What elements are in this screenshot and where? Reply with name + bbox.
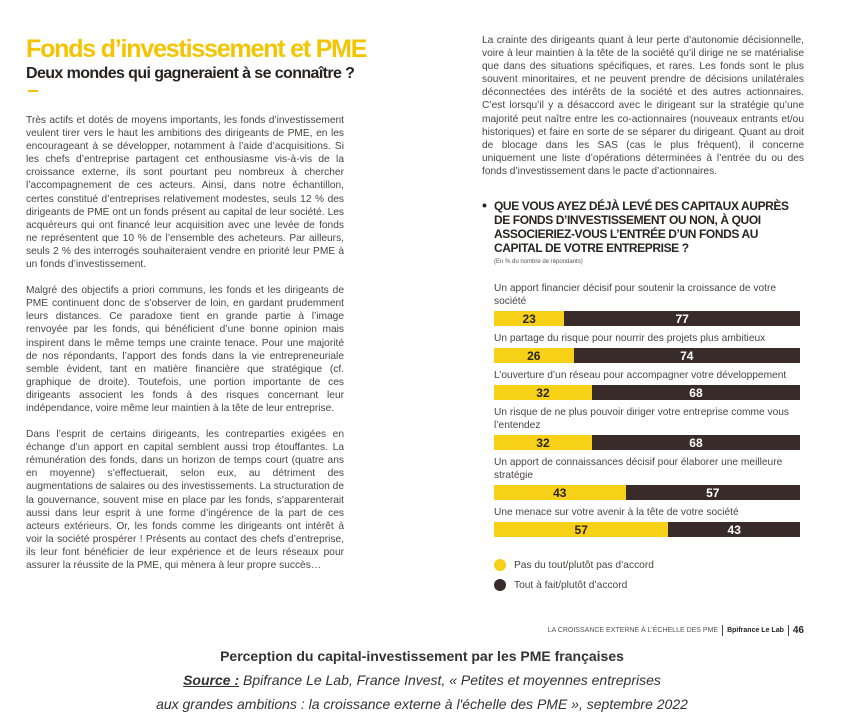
figure-caption [0, 636, 844, 716]
category-label: L’ouverture d’un réseau pour accompagner votre développement [494, 370, 787, 382]
bar-segment-agree [564, 311, 800, 326]
stacked-bar-chart [494, 282, 800, 543]
paragraph: Dans l’esprit de certains dirigeants, les contreparties exigées en échange d’un apport en capital semblent aussi trop étouffantes. La rémunération des fonds, dans un horizon de temps court (quatre ans en moyenne) s’effectuerait, selon eux, au détriment des augmentations de salaires ou des investissements. La structuration de la gouvernance, souvent mise en place par les fonds, s’apparenterait aussi dans leur esprit à une forme d’ingérence de la part de ces acteurs extérieurs. Or, les fonds comme les dirigeants ont intérêt à voir la société prospérer ! Présents au contact des chefs d’entreprise, ils leur font bénéficier de leur expérience et de leurs réseaux pour assurer la réussite de la PME, qui mènera à leur propre succès… [26, 429, 344, 571]
right-column [482, 34, 804, 191]
paragraph: La crainte des dirigeants quant à leur perte d’autonomie décisionnelle, voire à leur maintien à la tête de la société qu’il dirige ne se matérialise que dans des situations spécifiques, et rares. Les fonds sont le plus souvent minoritaires, et ne peuvent prendre de décisions unilatérales déconnectées des intérêts de la société et des autres actionnaires. C’est lorsqu’il y a désaccord avec le dirigeant sur la stratégie qu’une majorité peut naître entre les co-actionnaires (nouveaux entrants et/ou historiques) et faire en sorte de se séparer du dirigeant. Quant au droit de blocage dans les SAS (cas le plus fréquent), il concerne uniquement une liste d’opérations déterminées à l’entrée du ou des fonds d’investissement dans le pacte d’actionnaires. [482, 35, 804, 177]
legend-item [494, 555, 804, 575]
chart-row [494, 506, 800, 537]
chart-row [494, 369, 800, 400]
category-label: Une menace sur votre avenir à la tête de votre société [494, 507, 739, 519]
page-title: Fonds d’investissement et PME [26, 35, 367, 63]
footer-section: LA CROISSANCE EXTERNE À L’ÉCHELLE DES PME [547, 627, 719, 635]
legend-label: Pas du tout/plutôt pas d’accord [514, 559, 654, 571]
stacked-bar [494, 385, 800, 400]
data-label: 32 [536, 435, 550, 450]
bar-segment-agree [592, 385, 800, 400]
legend-dot-yellow [494, 559, 506, 571]
chart-note: (En % du nombre de répondants) [494, 259, 583, 266]
chart-row [494, 332, 800, 363]
legend-item [494, 575, 804, 595]
source-text: Bpifrance Le Lab, France Invest, « Petites et moyennes entreprises [239, 672, 661, 689]
page-footer [482, 625, 804, 636]
bar-segment-agree [626, 485, 800, 500]
category-label: Un apport de connaissances décisif pour élaborer une meilleure stratégie [494, 457, 783, 482]
bar-segment-disagree [494, 348, 574, 363]
page-subtitle: Deux mondes qui gagneraient à se connaître ? [26, 65, 355, 82]
bar-segment-disagree [494, 311, 564, 326]
bar-segment-agree [668, 522, 800, 537]
title-divider [28, 90, 38, 92]
stacked-bar [494, 485, 800, 500]
figure-caption-source [0, 668, 844, 692]
chart-row [494, 456, 800, 500]
category-label: Un partage du risque pour nourrir des projets plus ambitieux [494, 333, 766, 345]
legend-label: Tout à fait/plutôt d’accord [514, 579, 628, 591]
chart-row [494, 282, 800, 326]
chart-title [482, 199, 804, 255]
data-label: 57 [706, 485, 720, 500]
data-label: 74 [680, 348, 694, 363]
stacked-bar [494, 348, 800, 363]
data-label: 68 [689, 385, 703, 400]
bullet-icon: • [482, 197, 487, 214]
data-label: 68 [689, 435, 703, 450]
page-number: 46 [792, 625, 804, 637]
data-label: 57 [574, 522, 588, 537]
bar-segment-disagree [494, 485, 626, 500]
data-label: 26 [527, 348, 541, 363]
bar-segment-agree [592, 435, 800, 450]
divider [722, 625, 723, 636]
bar-segment-disagree [494, 435, 592, 450]
stacked-bar [494, 522, 800, 537]
data-label: 43 [553, 485, 567, 500]
bar-segment-disagree [494, 385, 592, 400]
category-label: Un apport financier décisif pour soutenir la croissance de votre société [494, 283, 777, 308]
footer-brand: Bpifrance Le Lab [727, 627, 784, 635]
left-column [26, 114, 344, 585]
legend-dot-dark [494, 579, 506, 591]
right-section [482, 34, 804, 636]
divider [788, 625, 789, 636]
category-label: Un risque de ne plus pouvoir diriger votre entreprise comme vous l’entendez [494, 407, 790, 432]
data-label: 32 [536, 385, 550, 400]
stacked-bar [494, 435, 800, 450]
stacked-bar [494, 311, 800, 326]
figure-caption-source-cont: aux grandes ambitions : la croissance externe à l'échelle des PME », septembre 2022 [156, 696, 688, 713]
source-label: Source : [183, 672, 240, 689]
paragraph: Très actifs et dotés de moyens importants, les fonds d’investissement veulent tirer vers le haut les ambitions des dirigeants de PME, en les encourageant à se développer, notamment à l’aide d’acquisitions. Si les chefs d’entreprise partagent cet enthousiasme vis-à-vis de la croissance externe, ils sont pourtant peu nombreux à chercher l’accompagnement de ces acteurs. Ainsi, dans notre échantillon, certes constitué d’entreprises relativement modestes, seuls 12 % des dirigeants de PME ont un fonds présent au capital de leur société. Les acquéreurs qui ont financé leur acquisition avec une levée de fonds ne représentent que 10 % de l’ensemble des acheteurs. Par ailleurs, seuls 2 % des interrogés souhaiteraient vendre en priorité leur PME à un fonds d’investissement. [26, 115, 344, 271]
data-label: 43 [727, 522, 741, 537]
chart-legend [494, 555, 804, 595]
chart-question: QUE VOUS AYEZ DÉJÀ LEVÉ DES CAPITAUX AUPRÈS DE FONDS D’INVESTISSEMENT OU NON, À QUOI ASSOCIERIEZ-VOUS L’ENTRÉE D’UN FONDS AU CAPITAL DE VOTRE ENTREPRISE ? [494, 199, 789, 256]
bar-segment-disagree [494, 522, 668, 537]
chart-row [494, 406, 800, 450]
data-label: 23 [522, 311, 536, 326]
bar-segment-agree [574, 348, 800, 363]
left-section [26, 34, 367, 636]
figure-caption-title: Perception du capital-investissement par les PME françaises [220, 648, 624, 665]
paragraph: Malgré des objectifs a priori communs, les fonds et les dirigeants de PME continuent donc de s’observer de loin, en gardant prudemment leurs distances. Ce paradoxe tient en grande partie à l’image renvoyée par les fonds, qui bénéficient d’une bonne opinion mais inspirent dans le même temps une crainte tenace. Pour une majorité de nos répondants, l’apport des fonds dans la vie entrepreneuriale semble évident, tant en matière financière que stratégique (cf. graphique de droite). Toutefois, une portion importante de ces dirigeants associent les fonds à des risques concernant leur indépendance, voire même leur maintien à la tête de leur entreprise. [26, 285, 344, 414]
data-label: 77 [675, 311, 689, 326]
